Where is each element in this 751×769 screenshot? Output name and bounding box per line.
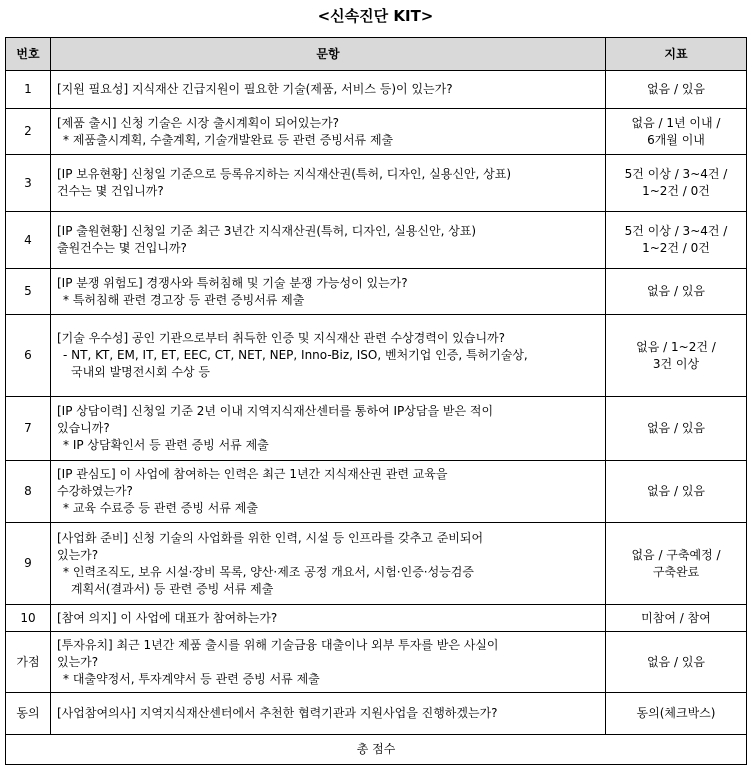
question-cell bbox=[51, 523, 606, 605]
total-row bbox=[6, 735, 747, 765]
row-number: 6 bbox=[6, 315, 51, 397]
header-number: 번호 bbox=[6, 38, 51, 71]
question-cell bbox=[51, 315, 606, 397]
indicator-line: 동의(체크박스) bbox=[636, 706, 716, 720]
indicator-line: 미참여 / 참여 bbox=[641, 610, 711, 625]
indicator-cell bbox=[606, 693, 747, 735]
question-line: 계획서(결과서) 등 관련 증빙 서류 제출 bbox=[71, 581, 274, 596]
question-cell bbox=[51, 155, 606, 212]
question-line: * 특허침해 관련 경고장 등 관련 증빙서류 제출 bbox=[63, 292, 305, 307]
indicator-line: 1~2건 / 0건 bbox=[642, 184, 710, 198]
row-number: 가점 bbox=[6, 632, 51, 693]
indicator-cell bbox=[606, 269, 747, 315]
indicator-cell bbox=[606, 155, 747, 212]
table-row bbox=[6, 315, 747, 397]
indicator-cell bbox=[606, 109, 747, 155]
row-number: 7 bbox=[6, 397, 51, 461]
question-line: [IP 관심도] 이 사업에 참여하는 인력은 최근 1년간 지식재산권 관련 교육을 bbox=[57, 467, 448, 481]
question-line: * 제품출시계획, 수출계획, 기술개발완료 등 관련 증빙서류 제출 bbox=[63, 132, 394, 147]
row-number: 9 bbox=[6, 523, 51, 605]
indicator-cell bbox=[606, 605, 747, 632]
question-line: [지원 필요성] 지식재산 긴급지원이 필요한 기술(제품, 서비스 등)이 있는가? bbox=[57, 82, 453, 96]
indicator-cell bbox=[606, 523, 747, 605]
question-line: [IP 분쟁 위험도] 경쟁사와 특허침해 및 기술 분쟁 가능성이 있는가? bbox=[57, 275, 408, 290]
table-row bbox=[6, 693, 747, 735]
indicator-line: 5건 이상 / 3~4건 / bbox=[624, 167, 728, 181]
table-row bbox=[6, 269, 747, 315]
question-line: 국내외 발명전시회 수상 등 bbox=[71, 365, 210, 379]
indicator-line: 3건 이상 bbox=[652, 356, 700, 371]
indicator-cell bbox=[606, 212, 747, 269]
question-line: [투자유치] 최근 1년간 제품 출시를 위해 기술금융 대출이나 외부 투자를 받은 사실이 bbox=[57, 637, 499, 652]
row-number: 4 bbox=[6, 212, 51, 269]
indicator-line: 5건 이상 / 3~4건 / bbox=[624, 224, 728, 238]
question-cell bbox=[51, 632, 606, 693]
indicator-line: 구축완료 bbox=[652, 564, 700, 579]
question-cell bbox=[51, 269, 606, 315]
header-question: 문항 bbox=[51, 38, 606, 71]
diagnosis-table bbox=[5, 37, 747, 765]
table-row bbox=[6, 212, 747, 269]
question-cell bbox=[51, 605, 606, 632]
indicator-cell bbox=[606, 71, 747, 109]
indicator-line: 없음 / 있음 bbox=[646, 82, 706, 96]
indicator-line: 없음 / 1년 이내 / bbox=[631, 115, 721, 130]
table-row bbox=[6, 155, 747, 212]
question-line: 건수는 몇 건입니까? bbox=[57, 184, 164, 198]
table-body bbox=[6, 71, 747, 735]
row-number: 5 bbox=[6, 269, 51, 315]
indicator-cell bbox=[606, 461, 747, 523]
table-row bbox=[6, 109, 747, 155]
table-row bbox=[6, 71, 747, 109]
indicator-cell bbox=[606, 315, 747, 397]
question-cell bbox=[51, 109, 606, 155]
question-line: 있습니까? bbox=[57, 421, 110, 435]
total-score-label: 총 점수 bbox=[6, 735, 747, 765]
question-line: * IP 상담확인서 등 관련 증빙 서류 제출 bbox=[63, 438, 269, 452]
question-line: [IP 상담이력] 신청일 기준 2년 이내 지역지식재산센터를 통하여 IP상담을 받은 적이 bbox=[57, 404, 494, 418]
table-header-row bbox=[6, 38, 747, 71]
row-number: 1 bbox=[6, 71, 51, 109]
table-row bbox=[6, 461, 747, 523]
indicator-line: 6개월 이내 bbox=[647, 132, 705, 147]
question-line: [IP 보유현황] 신청일 기준으로 등록유지하는 지식재산권(특허, 디자인, 실용신안, 상표) bbox=[57, 167, 511, 181]
question-cell bbox=[51, 693, 606, 735]
question-cell bbox=[51, 397, 606, 461]
table-row bbox=[6, 605, 747, 632]
question-line: 있는가? bbox=[57, 547, 99, 562]
indicator-line: 없음 / 구축예정 / bbox=[631, 547, 721, 562]
row-number: 10 bbox=[6, 605, 51, 632]
question-line: [제품 출시] 신청 기술은 시장 출시계획이 되어있는가? bbox=[57, 115, 340, 130]
question-line: [사업화 준비] 신청 기술의 사업화를 위한 인력, 시설 등 인프라를 갖추고 준비되어 bbox=[57, 530, 484, 545]
indicator-cell bbox=[606, 632, 747, 693]
question-line: [참여 의지] 이 사업에 대표가 참여하는가? bbox=[57, 610, 278, 625]
question-line: 있는가? bbox=[57, 654, 99, 669]
question-line: * 교육 수료증 등 관련 증빙 서류 제출 bbox=[63, 501, 258, 515]
header-indicator: 지표 bbox=[606, 38, 747, 71]
table-row bbox=[6, 632, 747, 693]
row-number: 2 bbox=[6, 109, 51, 155]
question-cell bbox=[51, 461, 606, 523]
table-row bbox=[6, 397, 747, 461]
indicator-cell bbox=[606, 397, 747, 461]
indicator-line: 없음 / 있음 bbox=[646, 284, 706, 298]
question-line: [IP 출원현황] 신청일 기준 최근 3년간 지식재산권(특허, 디자인, 실용신안, 상표) bbox=[57, 224, 477, 238]
table-row bbox=[6, 523, 747, 605]
row-number: 8 bbox=[6, 461, 51, 523]
question-line: 출원건수는 몇 건입니까? bbox=[57, 241, 187, 255]
indicator-line: 없음 / 있음 bbox=[646, 421, 706, 435]
document-title: <신속진단 KIT> bbox=[317, 7, 434, 25]
question-line: * 대출약정서, 투자계약서 등 관련 증빙 서류 제출 bbox=[63, 671, 320, 686]
indicator-line: 없음 / 있음 bbox=[646, 654, 706, 669]
indicator-line: 없음 / 1~2건 / bbox=[636, 339, 716, 354]
question-cell bbox=[51, 212, 606, 269]
indicator-line: 1~2건 / 0건 bbox=[642, 241, 710, 255]
question-line: * 인력조직도, 보유 시설·장비 목록, 양산·제조 공정 개요서, 시험·인증·성능검증 bbox=[63, 564, 474, 579]
row-number: 동의 bbox=[6, 693, 51, 735]
row-number: 3 bbox=[6, 155, 51, 212]
indicator-line: 없음 / 있음 bbox=[646, 484, 706, 498]
question-line: 수강하였는가? bbox=[57, 484, 133, 498]
question-line: [사업참여의사] 지역지식재산센터에서 추천한 협력기관과 지원사업을 진행하겠는가? bbox=[57, 706, 498, 720]
question-line: - NT, KT, EM, IT, ET, EEC, CT, NET, NEP, Inno-Biz, ISO, 벤처기업 인증, 특허기술상, bbox=[63, 348, 528, 362]
question-line: [기술 우수성] 공인 기관으로부터 취득한 인증 및 지식재산 관련 수상경력이 있습니까? bbox=[57, 331, 506, 345]
question-cell bbox=[51, 71, 606, 109]
